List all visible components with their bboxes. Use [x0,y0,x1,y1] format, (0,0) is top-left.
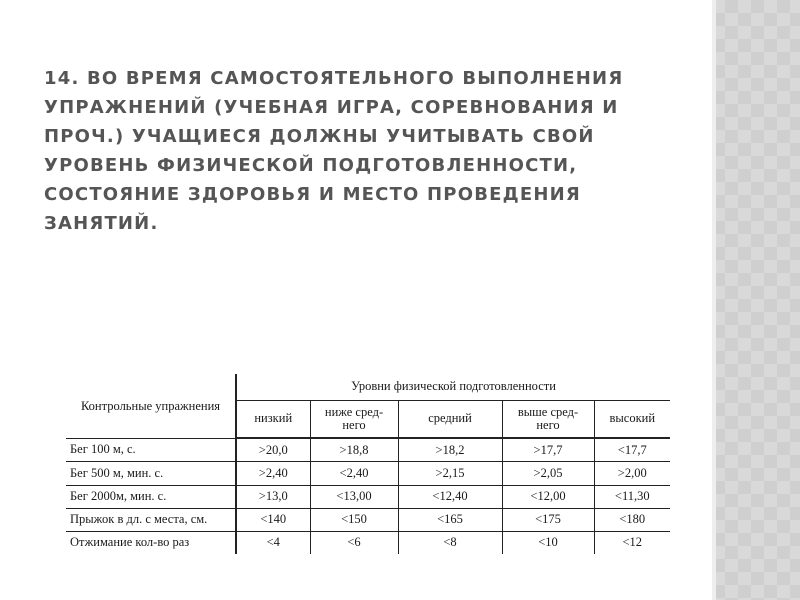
table-cell: <175 [502,508,594,531]
row-label: Прыжок в дл. с места, см. [66,508,236,531]
table-cell: <12,00 [502,485,594,508]
slide-title: 14. ВО ВРЕМЯ САМОСТОЯТЕЛЬНОГО ВЫПОЛНЕНИЯ УПРАЖНЕНИЙ (УЧЕБНАЯ ИГРА, СОРЕВНОВАНИЯ И ПРОЧ.) УЧАЩИЕСЯ ДОЛЖНЫ УЧИТЫВАТЬ СВОЙ УРОВЕНЬ ФИЗИЧЕСКОЙ ПОДГОТОВЛЕННОСТИ, СОСТОЯНИЕ ЗДОРОВЬЯ И МЕСТО ПРОВЕДЕНИЯ ЗАНЯТИЙ. [44,68,624,234]
column-header: высокий [594,400,670,438]
table-cell: >2,00 [594,462,670,485]
table-cell: >18,2 [398,438,502,462]
table-cell: <10 [502,531,594,554]
table-cell: <140 [236,508,310,531]
table-cell: >2,15 [398,462,502,485]
fitness-levels-table-container [66,374,670,554]
table-cell: <17,7 [594,438,670,462]
table-cell: <8 [398,531,502,554]
column-header: ниже сред- него [310,400,398,438]
table-cell: <11,30 [594,485,670,508]
table-row [66,462,670,485]
row-label: Отжимание кол-во раз [66,531,236,554]
row-label: Бег 500 м, мин. с. [66,462,236,485]
table-row [66,531,670,554]
fitness-levels-table [66,374,670,554]
column-header: средний [398,400,502,438]
table-cell: >2,05 [502,462,594,485]
row-label: Бег 2000м, мин. с. [66,485,236,508]
table-cell: <12 [594,531,670,554]
table-cell: >13,0 [236,485,310,508]
table-cell: <6 [310,531,398,554]
corner-header: Контрольные упражнения [66,374,236,438]
group-header: Уровни физической подготовленности [236,374,670,400]
table-cell: <165 [398,508,502,531]
decorative-side-pattern [712,0,800,600]
table-cell: >18,8 [310,438,398,462]
table-row [66,438,670,462]
table-row [66,508,670,531]
table-cell: <150 [310,508,398,531]
row-label: Бег 100 м, с. [66,438,236,462]
table-cell: <2,40 [310,462,398,485]
column-header: выше сред- него [502,400,594,438]
table-row [66,485,670,508]
table-cell: <13,00 [310,485,398,508]
table-cell: <180 [594,508,670,531]
table-cell: >17,7 [502,438,594,462]
table-cell: >20,0 [236,438,310,462]
table-cell: >2,40 [236,462,310,485]
column-header: низкий [236,400,310,438]
table-cell: <12,40 [398,485,502,508]
table-cell: <4 [236,531,310,554]
